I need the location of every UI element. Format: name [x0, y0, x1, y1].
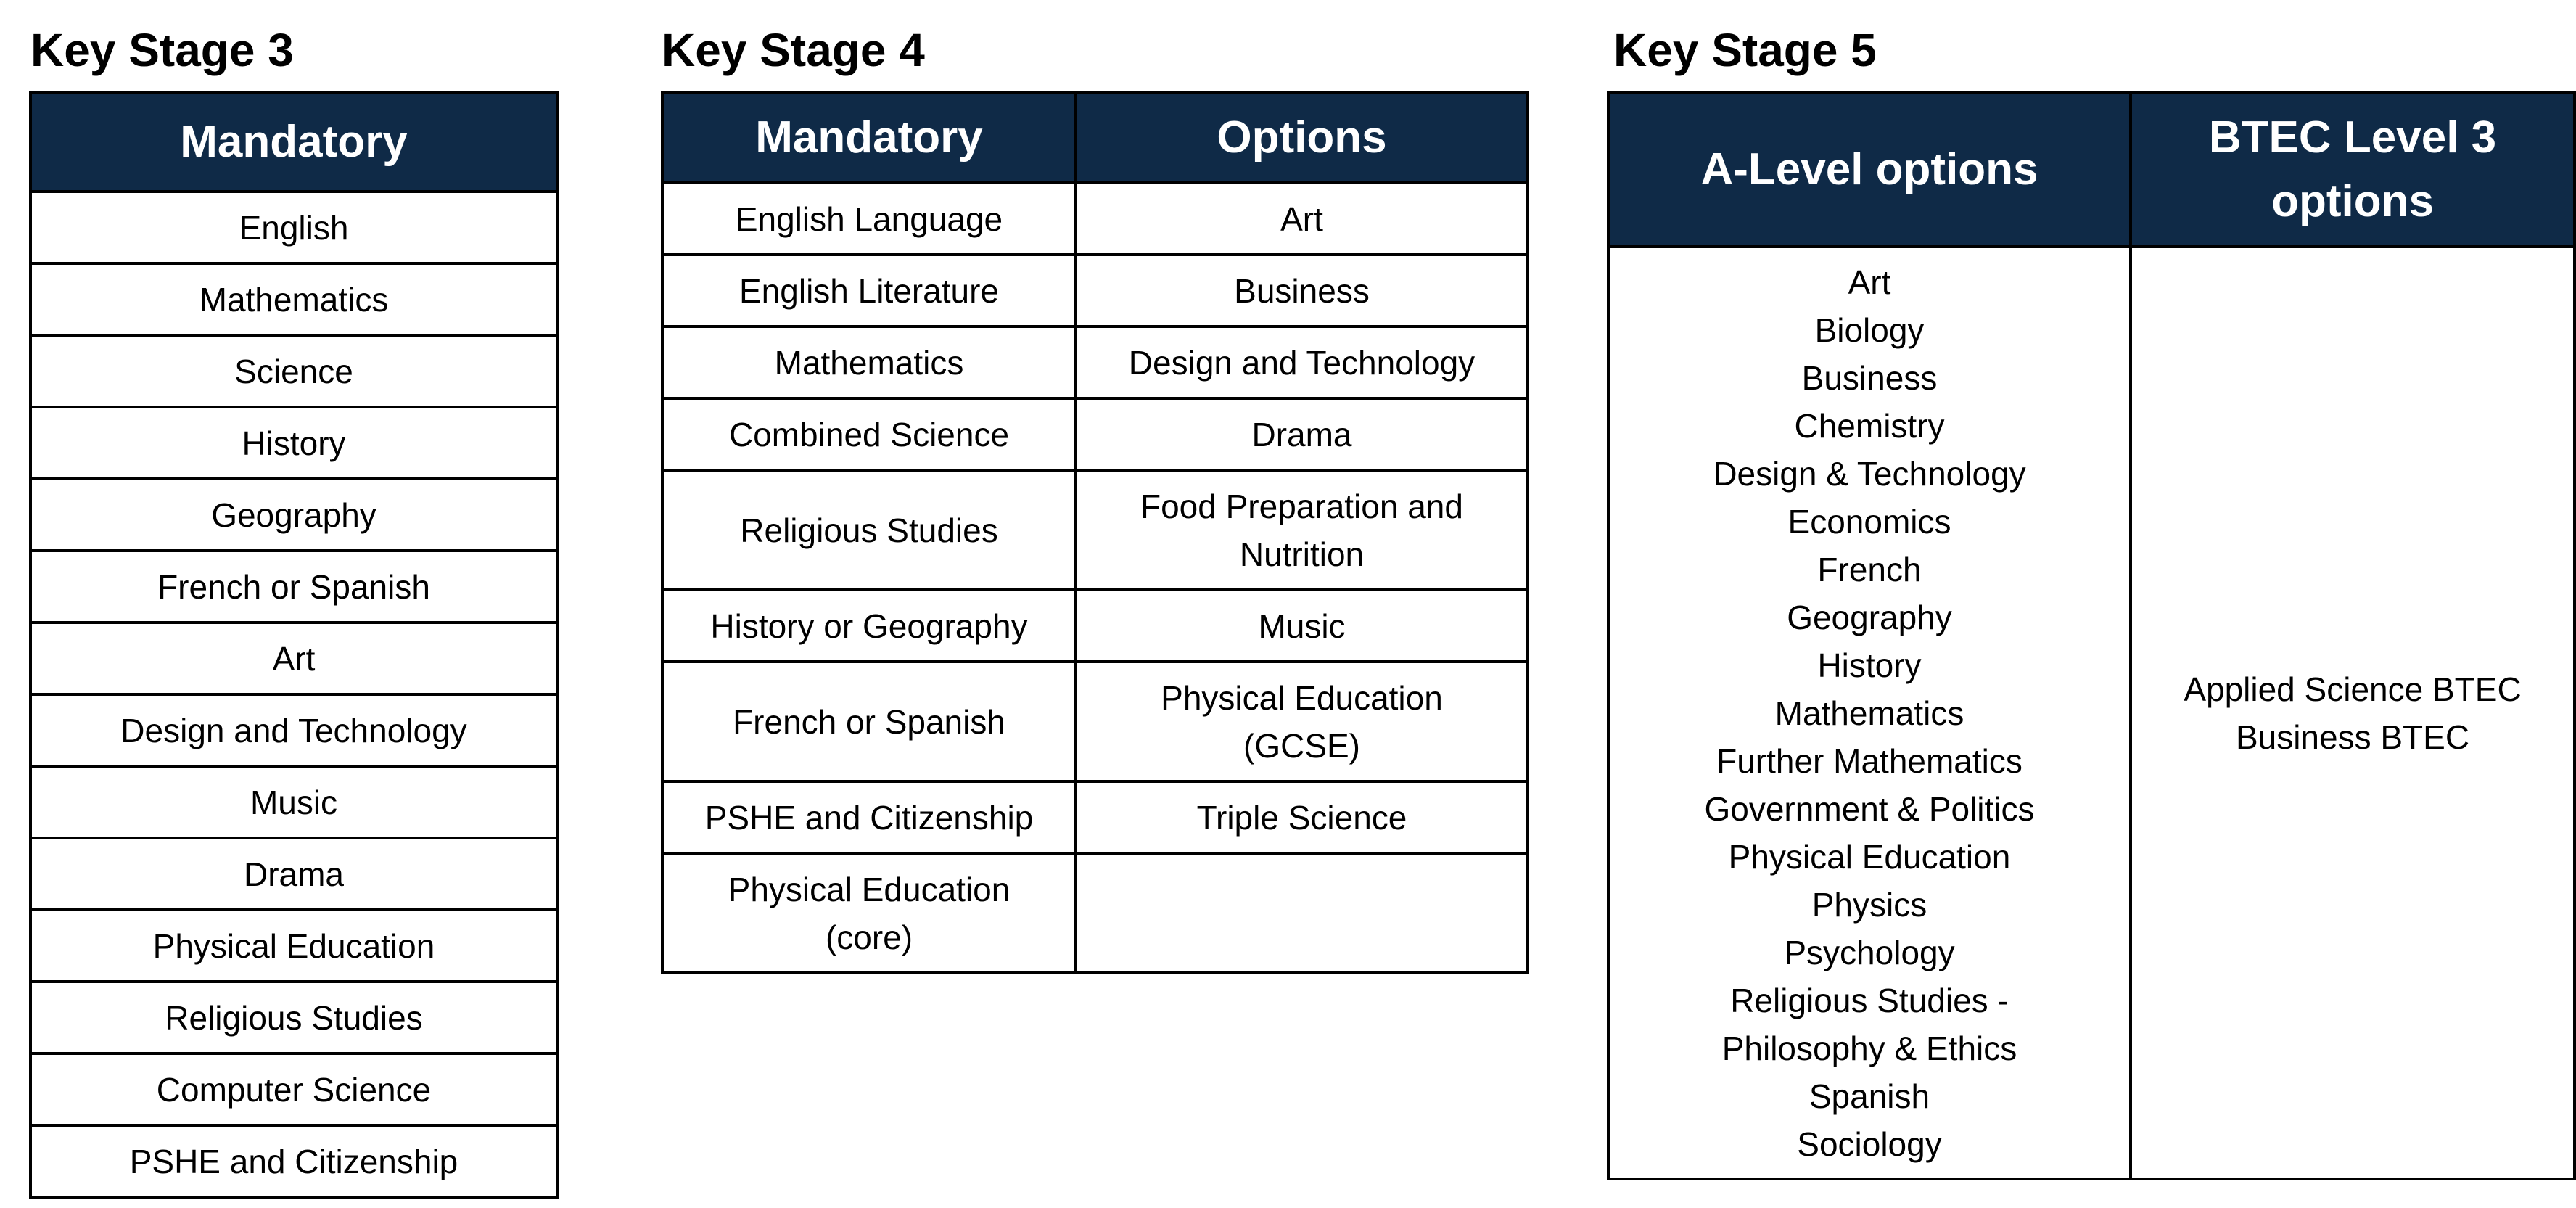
table-row [30, 1125, 557, 1197]
list-item: Business [1801, 358, 1938, 397]
ks5-btec-header [2131, 93, 2575, 247]
table-row [30, 910, 557, 982]
ks4-option-cell [1076, 255, 1528, 326]
list-item: Further Mathematics [1716, 741, 2022, 780]
ks3-subject-cell: Design and Technology [30, 694, 557, 766]
table-row [30, 192, 557, 263]
list-item: Geography [1787, 598, 1952, 636]
cell-text-line-2: (core) [825, 918, 913, 956]
table-header-row [1608, 93, 2575, 247]
ks4-mandatory-header: Mandatory [662, 93, 1076, 183]
ks5-btec-list [2131, 247, 2575, 1179]
ks5-a-level-header: A-Level options [1608, 93, 2131, 247]
ks3-subject-cell: Geography [30, 479, 557, 551]
ks3-subject-cell: Music [30, 766, 557, 838]
table-row [662, 470, 1528, 590]
cell-text: Business [1234, 271, 1370, 310]
list-item: Business BTEC [2235, 718, 2470, 756]
list-item: Religious Studies - [1730, 981, 2009, 1019]
cell-text: Mathematics [774, 343, 964, 382]
cell-text: Triple Science [1196, 798, 1407, 837]
cell-text: Design and Technology [1128, 343, 1476, 382]
header-line-1: BTEC Level 3 [2208, 112, 2497, 163]
list-item: Applied Science BTEC [2184, 670, 2522, 708]
list-item: Design & Technology [1713, 454, 2026, 493]
ks4-mandatory-cell [662, 662, 1076, 781]
ks4-option-cell [1076, 183, 1528, 255]
ks4-mandatory-cell [662, 326, 1076, 398]
cell-text: English Literature [739, 271, 999, 310]
table-row [30, 263, 557, 335]
list-item: History [1817, 646, 1922, 684]
cell-text-line-1: Physical Education [1161, 678, 1443, 717]
list-item: Biology [1814, 311, 1925, 349]
ks4-option-cell [1076, 662, 1528, 781]
table-row [662, 255, 1528, 326]
list-item: Psychology [1784, 933, 1955, 971]
list-item: French [1817, 550, 1922, 588]
table-row [662, 662, 1528, 781]
table-row [662, 853, 1528, 973]
cell-text: Art [1280, 200, 1323, 238]
key-stage-4-table [661, 91, 1529, 974]
ks4-option-cell-empty [1076, 853, 1528, 973]
table-row [30, 1053, 557, 1125]
ks4-option-cell [1076, 590, 1528, 662]
cell-text: Religious Studies [740, 511, 998, 549]
table-row [30, 982, 557, 1053]
ks4-mandatory-cell [662, 398, 1076, 470]
list-item: Economics [1787, 502, 1951, 541]
header-line-2: options [2271, 176, 2434, 226]
ks4-options-header: Options [1076, 93, 1528, 183]
list-item: Chemistry [1794, 406, 1945, 445]
ks4-mandatory-cell [662, 781, 1076, 853]
ks4-mandatory-cell [662, 183, 1076, 255]
table-row [30, 407, 557, 479]
key-stage-3-table [29, 91, 559, 1199]
list-item: Art [1848, 263, 1891, 301]
table-row [662, 326, 1528, 398]
cell-text: French or Spanish [733, 702, 1005, 741]
table-row [30, 694, 557, 766]
table-row [662, 590, 1528, 662]
list-item: Spanish [1808, 1077, 1930, 1115]
key-stage-5-title: Key Stage 5 [1613, 24, 1877, 76]
ks3-subject-cell: Drama [30, 838, 557, 910]
ks4-mandatory-cell [662, 470, 1076, 590]
cell-text: Drama [1251, 415, 1352, 453]
ks3-subject-cell: Physical Education [30, 910, 557, 982]
table-row [30, 335, 557, 407]
table-header-row [662, 93, 1528, 183]
cell-text-line-2: (GCSE) [1243, 726, 1360, 765]
cell-text-line-1: Physical Education [728, 870, 1011, 908]
ks4-option-cell [1076, 470, 1528, 590]
ks4-mandatory-cell [662, 853, 1076, 973]
key-stage-4-title: Key Stage 4 [662, 24, 925, 76]
table-row [662, 183, 1528, 255]
key-stage-5-table [1607, 91, 2576, 1180]
table-row [662, 398, 1528, 470]
table-row [30, 551, 557, 623]
ks3-subject-cell: Mathematics [30, 263, 557, 335]
ks3-subject-cell: Computer Science [30, 1053, 557, 1125]
cell-text: Combined Science [728, 415, 1010, 453]
ks3-subject-cell: PSHE and Citizenship [30, 1125, 557, 1197]
ks3-subject-cell: French or Spanish [30, 551, 557, 623]
list-item: Mathematics [1774, 694, 1964, 732]
ks4-option-cell [1076, 326, 1528, 398]
ks4-option-cell [1076, 781, 1528, 853]
key-stage-3-title: Key Stage 3 [30, 24, 294, 76]
ks5-a-level-list [1608, 247, 2131, 1179]
table-row [30, 838, 557, 910]
ks3-subject-cell: History [30, 407, 557, 479]
ks4-option-cell [1076, 398, 1528, 470]
ks4-mandatory-cell [662, 255, 1076, 326]
ks3-subject-cell: Art [30, 623, 557, 694]
cell-text-line-1: Food Preparation and [1140, 487, 1463, 525]
table-row [30, 479, 557, 551]
cell-text: PSHE and Citizenship [704, 798, 1034, 837]
cell-text-line-2: Nutrition [1239, 535, 1365, 573]
list-item: Sociology [1797, 1125, 1942, 1163]
list-item: Government & Politics [1704, 789, 2035, 828]
ks3-subject-cell: Science [30, 335, 557, 407]
cell-text: History or Geography [710, 607, 1028, 645]
list-item: Philosophy & Ethics [1721, 1029, 2017, 1067]
ks3-mandatory-header: Mandatory [30, 93, 557, 192]
cell-text: English Language [735, 200, 1003, 238]
table-row [30, 623, 557, 694]
table-header-row [30, 93, 557, 192]
list-item: Physics [1811, 885, 1927, 924]
ks3-subject-cell: Religious Studies [30, 982, 557, 1053]
ks4-mandatory-cell [662, 590, 1076, 662]
table-row [1608, 247, 2575, 1179]
ks3-subject-cell: English [30, 192, 557, 263]
list-item: Physical Education [1728, 837, 2011, 876]
table-row [662, 781, 1528, 853]
cell-text: Music [1258, 607, 1346, 645]
table-row [30, 766, 557, 838]
